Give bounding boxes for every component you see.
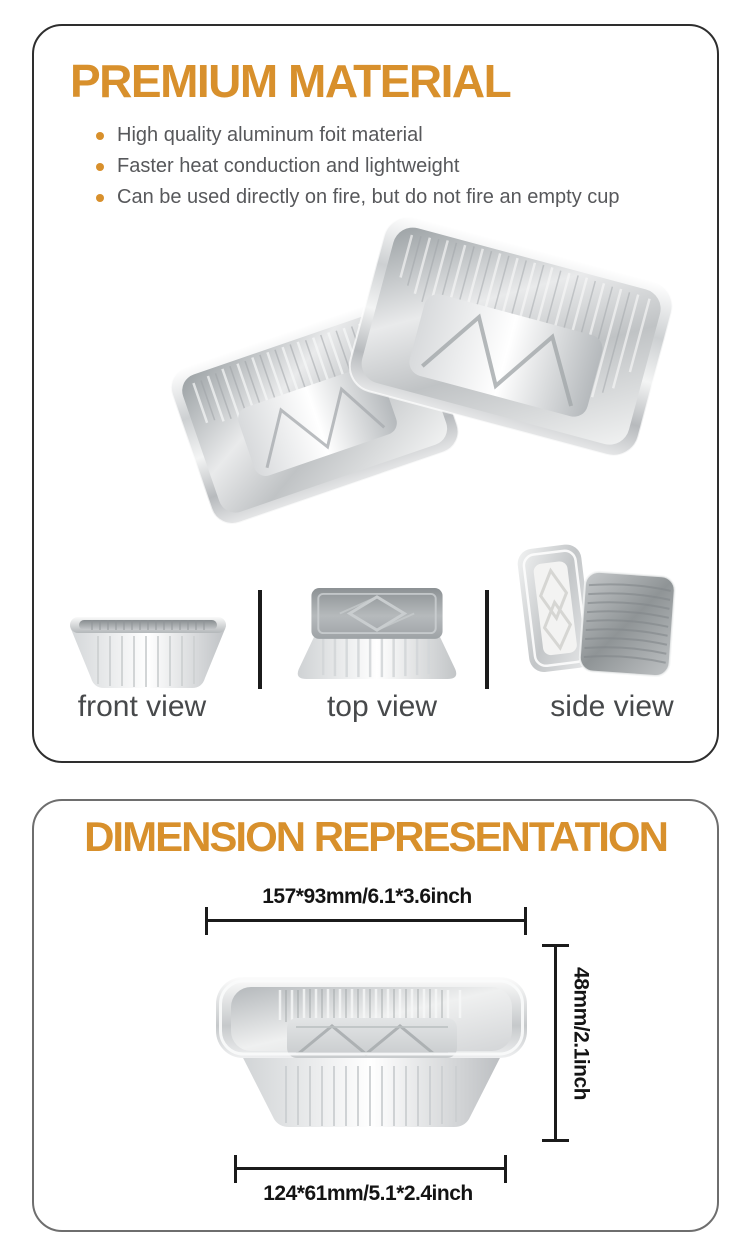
feature-list — [96, 120, 620, 213]
dimension-tick — [542, 1139, 569, 1142]
front-view-label: front view — [77, 690, 207, 723]
product-dimension-image — [214, 974, 529, 1132]
top-view-label: top view — [326, 690, 438, 723]
feature-item — [96, 120, 620, 151]
top-view-image — [286, 584, 468, 688]
feature-item — [96, 182, 620, 213]
height-dimension-line — [542, 944, 569, 1142]
premium-material-title: PREMIUM MATERIAL — [70, 55, 511, 107]
view-divider — [258, 590, 262, 689]
base-dimension-label: 124*61mm/5.1*2.4inch — [263, 1182, 473, 1205]
height-dimension-label: 48mm/2.1inch — [569, 967, 593, 1100]
feature-item — [96, 151, 620, 182]
width-dimension-label: 157*93mm/6.1*3.6inch — [262, 885, 472, 908]
premium-material-card — [32, 24, 719, 763]
dimension-card — [32, 799, 719, 1232]
feature-text: High quality aluminum foit material — [117, 124, 423, 146]
dimension-bar — [234, 1167, 507, 1170]
side-view-label: side view — [550, 690, 674, 723]
view-divider — [485, 590, 489, 689]
dimension-bar — [205, 919, 527, 922]
feature-text: Can be used directly on fire, but do not fire an empty cup — [117, 186, 620, 208]
bullet-dot-icon — [96, 194, 104, 202]
base-dimension-line — [234, 1155, 507, 1183]
side-view-image — [516, 544, 676, 690]
dimension-title: DIMENSION REPRESENTATION — [84, 813, 667, 860]
bullet-dot-icon — [96, 132, 104, 140]
front-view-image — [64, 612, 232, 692]
hero-product-image — [149, 226, 659, 536]
width-dimension-line — [205, 907, 527, 935]
bullet-dot-icon — [96, 163, 104, 171]
dimension-tick — [504, 1155, 507, 1183]
dimension-bar — [554, 944, 557, 1142]
feature-text: Faster heat conduction and lightweight — [117, 155, 460, 177]
dimension-tick — [524, 907, 527, 935]
